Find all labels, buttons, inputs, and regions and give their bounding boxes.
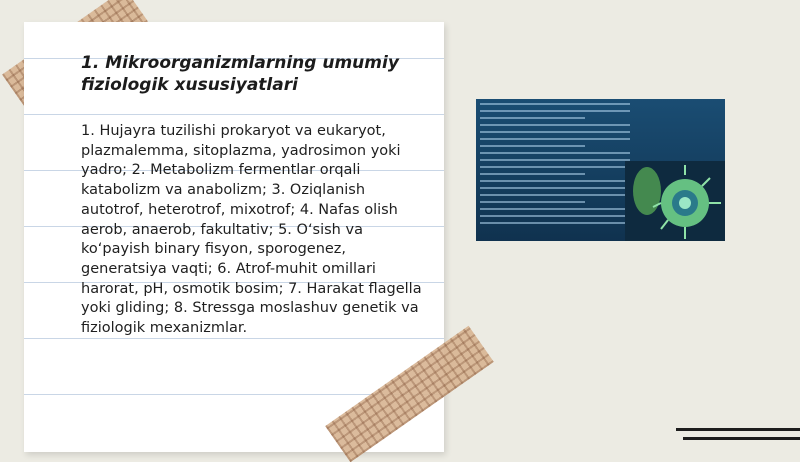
microorganism-thumbnail-image — [476, 99, 725, 241]
decorative-line — [676, 428, 800, 431]
thumbnail-text-lines — [480, 103, 630, 229]
slide-body-text: 1. Hujayra tuzilishi prokaryot va eukaryot, plazmalemma, sitoplazma, yadrosimon yoki yadro; 2. Metabolizm fermentlar orqali katabolizm va anabolizm; 3. Oziqlanish autotrof, heterotrof, mixotrof; 4. Nafas olish aerob, anaerob, fakultativ; 5. O‘sish va ko‘payish binary fisyon, sporogenez, generatsiya vaqti; 6. Atrof-muhit omillari harorat, pH, osmotik bosim; 7. Harakat flagella yoki gliding; 8. Stressga moslashuv genetik va fiziologik mexanizmlar. — [81, 123, 422, 337]
slide-title: 1. Mikroorganizmlarning umumiy fiziologik xususiyatlari — [81, 53, 399, 95]
note-rule — [24, 114, 444, 115]
decorative-line — [683, 437, 800, 440]
microbe-illustration-icon — [625, 161, 725, 241]
